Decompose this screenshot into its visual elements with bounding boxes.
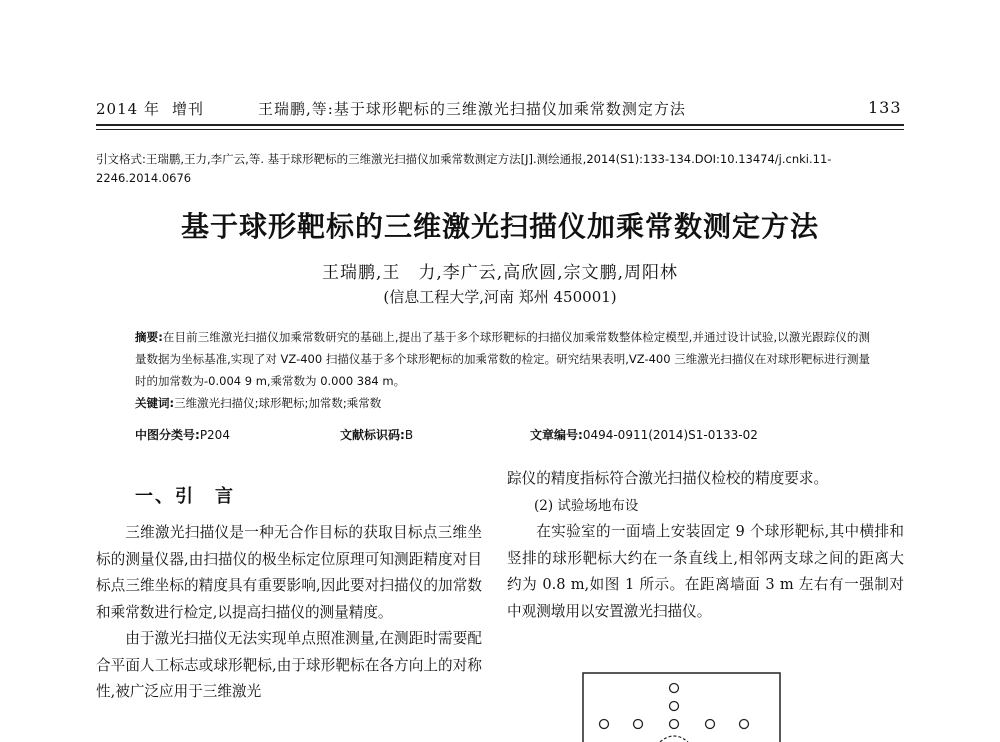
sphere-target	[740, 720, 749, 729]
page-number: 133	[868, 98, 902, 117]
sphere-target	[634, 720, 643, 729]
figure-1-sphere-layout	[582, 672, 782, 742]
article-number: 文章编号:0494-0911(2014)S1-0133-02	[530, 428, 758, 442]
figure-frame	[583, 673, 780, 742]
abstract-text: 在目前三维激光扫描仪加乘常数研究的基础上,提出了基于多个球形靶标的扫描仪加乘常数整体检定模型,并通过设计试验,以激光跟踪仪的测量数据为坐标基准,实现了对 VZ-400 扫描仪基于多个球形靶标的加乘常数的检定。研究结果表明,VZ-400 三维激光扫描仪在对球形靶标进行测量时的加常数为-0.004 9 m,乘常数为 0.000 384 m。	[135, 330, 870, 388]
sphere-target	[706, 720, 715, 729]
header-rule-thin	[96, 129, 904, 130]
affiliation: (信息工程大学,河南 郑州 450001)	[383, 288, 617, 306]
document-code: 文献标识码:B	[340, 428, 414, 442]
citation: 引文格式:王瑞鹏,王力,李广云,等. 基于球形靶标的三维激光扫描仪加乘常数测定方法[J].测绘通报,2014(S1):133-134.DOI:10.13474/j.cnki.11-2246.2014.0676	[96, 152, 832, 185]
paragraph: 在实验室的一面墙上安装固定 9 个球形靶标,其中横排和竖排的球形靶标大约在一条直线上,相邻两支球之间的距离大约为 0.8 m,如图 1 所示。在距离墙面 3 m 左右有一强制对中观测墩用以安置激光扫描仪。	[507, 523, 904, 620]
clc-number: 中图分类号:P204	[135, 428, 230, 442]
abstract-label: 摘要:	[135, 330, 163, 344]
running-title: 王瑞鹏,等:基于球形靶标的三维激光扫描仪加乘常数测定方法	[258, 100, 686, 118]
paper-title: 基于球形靶标的三维激光扫描仪加乘常数测定方法	[180, 210, 819, 243]
keywords-text: 三维激光扫描仪;球形靶标;加常数;乘常数	[174, 396, 382, 410]
header-rule	[96, 124, 904, 126]
sphere-target	[670, 702, 679, 711]
left-column	[96, 520, 482, 706]
section-heading: 一、引 言	[135, 486, 235, 507]
keywords-label: 关键词:	[135, 396, 175, 410]
scanner-arc	[660, 736, 688, 742]
header-year: 2014 年	[96, 100, 160, 118]
right-column	[507, 466, 904, 625]
paragraph: 三维激光扫描仪是一种无合作目标的获取目标点三维坐标的测量仪器,由扫描仪的极坐标定位原理可知测距精度对目标点三维坐标的精度具有重要影响,因此要对扫描仪的加常数和乘常数进行检定,以提高扫描仪的测量精度。	[96, 524, 482, 621]
subheading: (2) 试验场地布设	[534, 497, 639, 514]
header-issue: 增刊	[172, 100, 205, 118]
authors: 王瑞鹏,王 力,李广云,高欣圆,宗文鹏,周阳林	[321, 263, 679, 283]
abstract	[135, 326, 870, 414]
continuation-text: 踪仪的精度指标符合激光扫描仪检校的精度要求。	[507, 470, 829, 487]
sphere-target	[670, 684, 679, 693]
paragraph: 由于激光扫描仪无法实现单点照准测量,在测距时需要配合平面人工标志或球形靶标,由于球形靶标在各方向上的对称性,被广泛应用于三维激光	[96, 630, 482, 700]
sphere-target	[600, 720, 609, 729]
sphere-target	[670, 720, 679, 729]
